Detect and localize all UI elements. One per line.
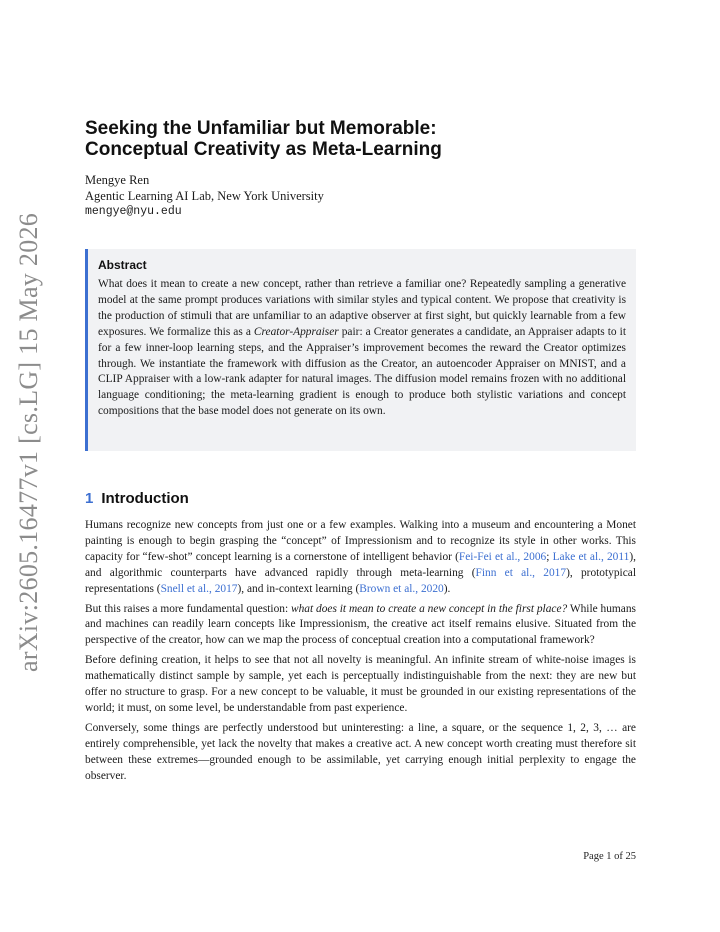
author-email[interactable]: mengye@nyu.edu	[85, 205, 182, 218]
paragraph-2	[85, 602, 636, 650]
abstract-text	[98, 277, 626, 420]
abstract-part-2: pair: a Creator generates a candidate, an Appraiser adapts to it for a few inner-loop learning steps, and the Appraiser’s improvement becomes the reward the Creator optimizes through. We instantiate the framework with diffusion as the Creator, an autoencoder Appraiser on MNIST, and a CLIP Appraiser with a low-rank adapter for natural images. The diffusion model remains frozen with no additional language conditioning; the meta-learning gradient is enough to produce both stylistic variations and concept compositions that the base model does not generate on its own.	[98, 325, 626, 418]
paragraph-3: Before defining creation, it helps to see that not all novelty is meaningful. An infinite stream of white-noise images is mathematically distinct sample by sample, yet each is perceptually indistinguishable from the next: they are new but offer no structure to grasp. For a new concept to be valuable, it must be grounded in our existing representations of the world; it must, on some level, be understandable from past experience.	[85, 654, 636, 714]
title-line-2: Conceptual Creativity as Meta-Learning	[85, 139, 442, 160]
page-number: Page 1 of 25	[583, 851, 636, 862]
paragraph-1	[85, 518, 636, 598]
text-run: ;	[546, 550, 553, 563]
text-run: But this raises a more fundamental question:	[85, 602, 292, 615]
section-title: Introduction	[101, 490, 189, 507]
text-run: ), prototypical representations (	[85, 566, 636, 595]
author-affiliation: Agentic Learning AI Lab, New York University	[85, 189, 324, 203]
text-run: While humans and machines can readily learn concepts like Impressionism, the creative act itself remains elusive. Situated from the perspective of the creator, how can we map the process of conceptual creation into a computational framework?	[85, 602, 636, 647]
section-number: 1	[85, 490, 94, 507]
citation-link[interactable]: Fei-Fei et al., 2006	[458, 550, 547, 563]
abstract-emphasis: Creator-Appraiser	[253, 325, 339, 338]
emphasized-question: what does it mean to create a new concept in the first place?	[291, 602, 568, 615]
paper-title	[85, 118, 636, 160]
title-line-1: Seeking the Unfamiliar but Memorable:	[85, 118, 437, 139]
author-name: Mengye Ren	[85, 173, 150, 187]
text-run: ), and in-context learning (	[237, 582, 360, 595]
abstract-box	[85, 249, 636, 451]
author-block	[85, 172, 324, 220]
text-run: ).	[443, 582, 451, 595]
section-heading-introduction	[85, 490, 189, 507]
text-run: ), and algorithmic counterparts have advanced rapidly through meta-learning (	[85, 550, 636, 579]
abstract-heading: Abstract	[98, 258, 147, 272]
citation-link[interactable]: Brown et al., 2020	[359, 582, 444, 595]
introduction-body	[85, 518, 636, 789]
paragraph-4: Conversely, some things are perfectly understood but uninteresting: a line, a square, or the sequence 1, 2, 3, … are entirely comprehensible, yet lack the novelty that makes a creative act. A new concept worth creating must therefore sit between these extremes—grounded enough to be assimilable, yet carrying enough initial perplexity to engage the observer.	[85, 721, 636, 782]
arxiv-identifier-stamp: arXiv:2605.16477v1 [cs.LG] 15 May 2026	[14, 212, 43, 672]
citation-link[interactable]: Snell et al., 2017	[160, 582, 238, 595]
citation-link[interactable]: Lake et al., 2011	[552, 550, 630, 563]
text-run: Humans recognize new concepts from just one or a few examples. Walking into a museum and encountering a Monet painting is enough to begin grasping the “concept” of Impressionism and to recognize its style in other works. This capacity for “few-shot” concept learning is a cornerstone of intelligent behavior (	[85, 519, 636, 563]
citation-link[interactable]: Finn et al., 2017	[475, 566, 567, 579]
abstract-part-1: What does it mean to create a new concept, rather than retrieve a familiar one? Repeatedly sampling a generative model at the same prompt produces variations with similar styles and typical content. We propose that creativity is the production of stimuli that are unfamiliar to an adaptive observer at first sight, but quickly learnable from a few exposures. We formalize this as a	[98, 278, 626, 338]
